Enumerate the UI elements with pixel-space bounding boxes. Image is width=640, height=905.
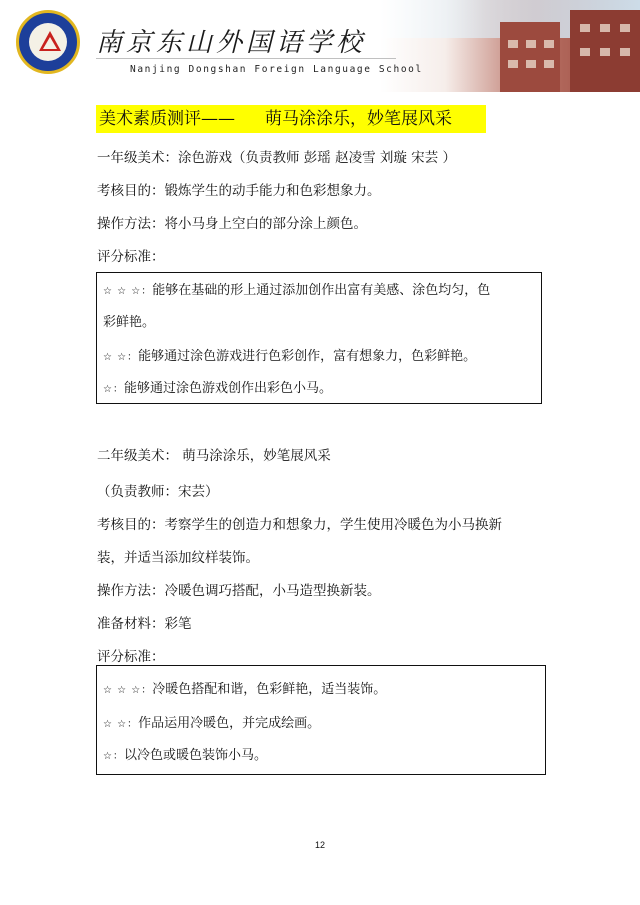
grade2-criteria-box [96, 665, 546, 775]
grade2-criterion: ☆：以冷色或暖色装饰小马。 [103, 748, 267, 763]
grade2-goal: 考核目的：考察学生的创造力和想象力，学生使用冷暖色为小马换新 [97, 517, 502, 533]
grade1-heading: 一年级美术：涂色游戏（负责教师 彭瑶 赵凌雪 刘璇 宋芸 ） [97, 150, 456, 166]
grade1-criterion: ☆ ☆ ☆：能够在基础的形上通过添加创作出富有美感、涂色均匀，色 [103, 283, 491, 298]
star-rating: ☆： [103, 751, 124, 762]
star-rating: ☆： [103, 384, 124, 395]
grade2-criterion: ☆ ☆：作品运用冷暖色，并完成绘画。 [103, 716, 321, 731]
grade2-criteria-label: 评分标准： [97, 649, 165, 665]
grade2-method: 操作方法：冷暖色调巧搭配，小马造型换新装。 [97, 583, 381, 599]
grade1-goal: 考核目的：锻炼学生的动手能力和色彩想象力。 [97, 183, 381, 199]
page-number: 12 [314, 840, 325, 850]
grade1-criterion: ☆：能够通过涂色游戏创作出彩色小马。 [103, 381, 332, 396]
star-rating: ☆ ☆： [103, 352, 139, 363]
star-rating: ☆ ☆ ☆： [103, 286, 153, 297]
grade1-method: 操作方法：将小马身上空白的部分涂上颜色。 [97, 216, 367, 232]
star-rating: ☆ ☆： [103, 719, 139, 730]
grade2-criterion: ☆ ☆ ☆：冷暖色搭配和谐，色彩鲜艳，适当装饰。 [103, 682, 387, 697]
grade1-criteria-label: 评分标准： [97, 249, 165, 265]
page-header [0, 0, 640, 92]
header-divider [96, 58, 396, 59]
school-name-en: Nanjing Dongshan Foreign Language School [130, 64, 423, 75]
section-title-right: 萌马涂涂乐，妙笔展风采 [265, 109, 452, 129]
school-logo [16, 10, 80, 74]
grade1-criterion: ☆ ☆：能够通过涂色游戏进行色彩创作，富有想象力，色彩鲜艳。 [103, 349, 477, 364]
grade2-teacher: （负责教师：宋芸） [97, 484, 219, 500]
grade2-heading: 二年级美术： 萌马涂涂乐，妙笔展风采 [97, 448, 331, 464]
campus-photo [380, 0, 640, 92]
grade2-materials: 准备材料：彩笔 [97, 616, 192, 632]
section-title [96, 105, 486, 133]
grade1-criteria-box [96, 272, 542, 404]
grade2-goal-cont: 装，并适当添加纹样装饰。 [97, 550, 259, 566]
star-rating: ☆ ☆ ☆： [103, 685, 153, 696]
section-title-left: 美术素质测评—— [99, 109, 235, 129]
grade1-criterion-cont: 彩鲜艳。 [103, 315, 156, 330]
school-name-cn: 南京东山外国语学校 [96, 28, 367, 58]
